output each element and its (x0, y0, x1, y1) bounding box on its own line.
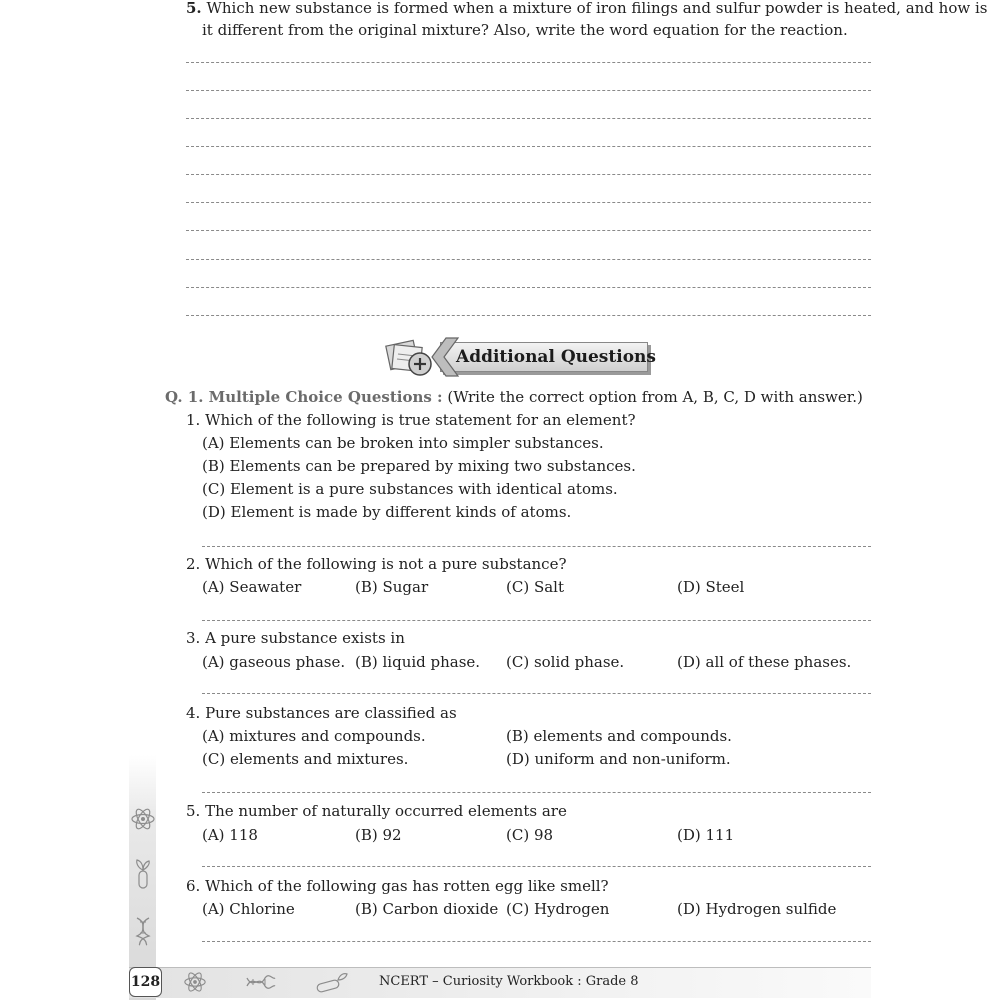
mcq-6-option-b: (B) Carbon dioxide (355, 900, 499, 918)
mcq-4-option-b: (B) elements and compounds. (506, 727, 732, 745)
mcq-2-option-d: (D) Steel (677, 578, 745, 596)
mcq-3-option-a: (A) gaseous phase. (202, 653, 346, 671)
mcq-5-option-a: (A) 118 (202, 826, 258, 844)
mcq-4-option-d: (D) uniform and non-uniform. (506, 750, 731, 768)
page-number: 128 (129, 967, 162, 997)
answer-line[interactable] (186, 174, 871, 175)
mcq-3-option-c: (C) solid phase. (506, 653, 625, 671)
mcq-1-option-c: (C) Element is a pure substances with identical atoms. (202, 480, 618, 498)
answer-line[interactable] (202, 546, 871, 547)
plant-test-tube-icon (132, 858, 154, 890)
mcq-question-4: 4. Pure substances are classified as (186, 704, 457, 722)
answer-line[interactable] (186, 315, 871, 316)
mcq-question-1: 1. Which of the following is true statement for an element? (186, 411, 636, 429)
question-5-line-1 (186, 0, 987, 18)
mcq-5-option-d: (D) 111 (677, 826, 735, 844)
answer-line[interactable] (202, 792, 871, 793)
question-5-number: 5. (186, 0, 202, 17)
answer-line[interactable] (202, 620, 871, 621)
mcq-4-option-a: (A) mixtures and compounds. (202, 727, 426, 745)
answer-line[interactable] (202, 693, 871, 694)
mcq-5-option-c: (C) 98 (506, 826, 554, 844)
answer-line[interactable] (186, 90, 871, 91)
mcq-header-instruction: (Write the correct option from A, B, C, D with answer.) (447, 388, 863, 406)
mcq-2-option-c: (C) Salt (506, 578, 564, 596)
mcq-3-option-b: (B) liquid phase. (355, 653, 481, 671)
answer-line[interactable] (186, 118, 871, 119)
mcq-header-prefix: Q. 1. Multiple Choice Questions : (165, 388, 443, 406)
mcq-4-option-c: (C) elements and mixtures. (202, 750, 409, 768)
footer-book-title: NCERT – Curiosity Workbook : Grade 8 (379, 974, 639, 989)
answer-line[interactable] (186, 62, 871, 63)
atom-icon (183, 970, 207, 994)
answer-line[interactable] (186, 259, 871, 260)
mcq-6-option-a: (A) Chlorine (202, 900, 295, 918)
mcq-1-option-d: (D) Element is made by different kinds of atoms. (202, 503, 572, 521)
atom-icon (130, 806, 156, 832)
mcq-question-3: 3. A pure substance exists in (186, 629, 405, 647)
section-title: Additional Questions (456, 347, 656, 367)
answer-line[interactable] (186, 287, 871, 288)
dna-icon (245, 970, 277, 994)
answer-line[interactable] (202, 866, 871, 867)
mcq-1-option-b: (B) Elements can be prepared by mixing two substances. (202, 457, 636, 475)
answer-line[interactable] (202, 941, 871, 942)
mcq-header (165, 387, 863, 407)
papers-plus-icon (384, 334, 462, 380)
mcq-question-6: 6. Which of the following gas has rotten egg like smell? (186, 877, 609, 895)
dna-icon (131, 916, 155, 946)
mcq-3-option-d: (D) all of these phases. (677, 653, 852, 671)
mcq-question-5: 5. The number of naturally occurred elements are (186, 802, 567, 820)
mcq-5-option-b: (B) 92 (355, 826, 402, 844)
mcq-1-option-a: (A) Elements can be broken into simpler substances. (202, 434, 604, 452)
test-tube-icon (314, 970, 350, 994)
question-5-line-2: it different from the original mixture? Also, write the word equation for the reaction. (202, 21, 848, 39)
mcq-2-option-b: (B) Sugar (355, 578, 429, 596)
mcq-question-2: 2. Which of the following is not a pure substance? (186, 555, 567, 573)
answer-line[interactable] (186, 202, 871, 203)
mcq-6-option-d: (D) Hydrogen sulfide (677, 900, 837, 918)
mcq-2-option-a: (A) Seawater (202, 578, 302, 596)
answer-line[interactable] (186, 230, 871, 231)
question-5-text: Which new substance is formed when a mixture of iron filings and sulfur powder is heated, and how is (206, 0, 988, 17)
mcq-6-option-c: (C) Hydrogen (506, 900, 610, 918)
answer-line[interactable] (186, 146, 871, 147)
